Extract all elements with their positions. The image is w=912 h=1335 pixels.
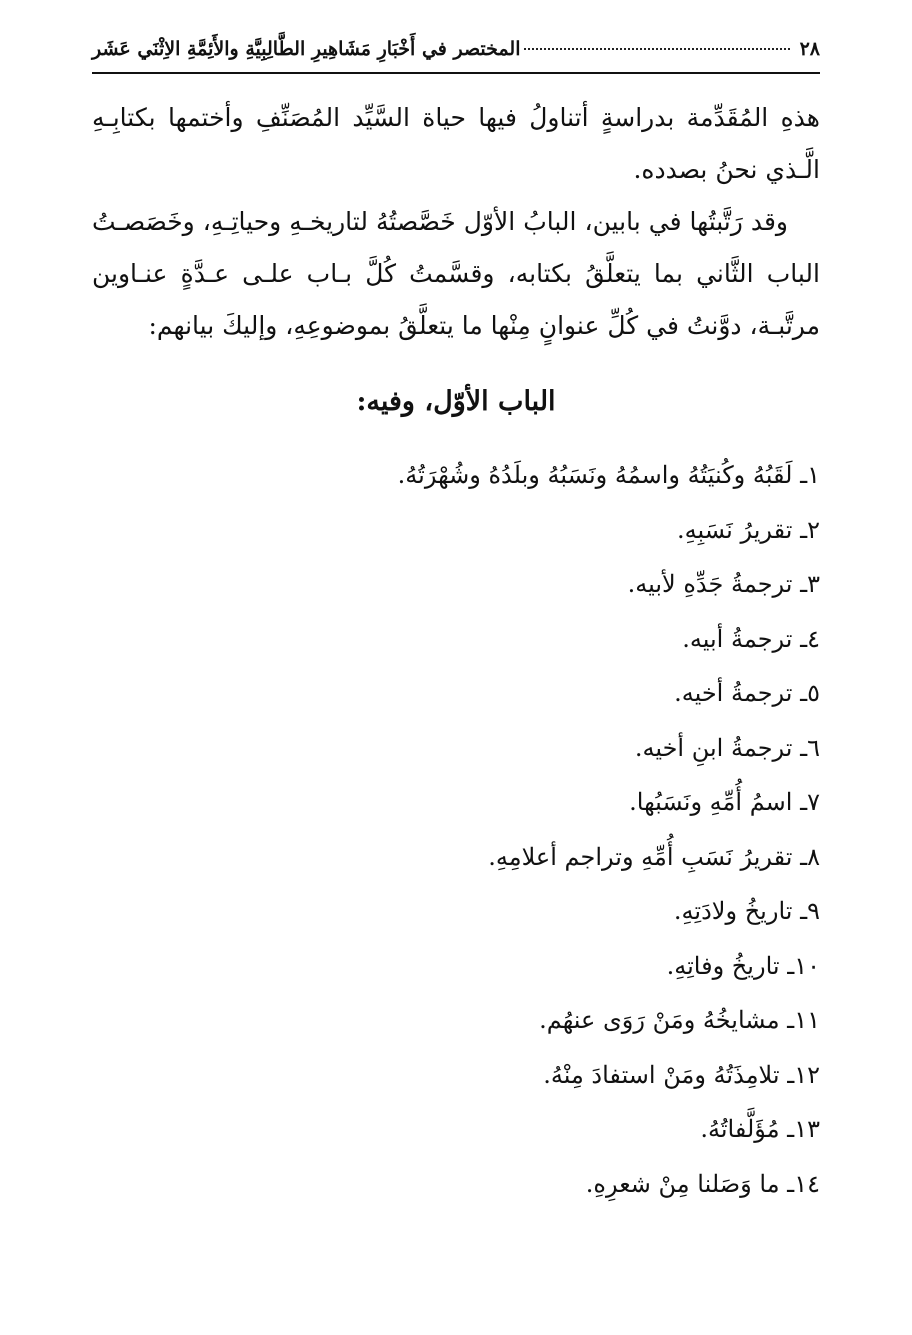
list-item: ٥ـ ترجمةُ أخيه.	[674, 679, 820, 707]
list-item: ٦ـ ترجمةُ ابنِ أخيه.	[634, 733, 820, 762]
leader-dots	[524, 48, 789, 50]
page-number: ٢٨	[799, 38, 820, 60]
list-item: ٤ـ ترجمةُ أبيه.	[682, 624, 820, 653]
list-item: ٩ـ تاريخُ ولادَتِهِ.	[673, 897, 820, 925]
intro-paragraph-2: وقد رَتَّبتُها في بابين، البابُ الأوّل خَصَّصتُهُ لتاريخـهِ وحياتِـهِ، وخَصَصـتُ الباب الثَّاني بما يتعلَّقُ بكتابه، وقسَّمتُ كُلَّ بـاب علـى عـدَّةٍ عنـاوين مرتَّبـة، دوَّنتُ في كُلِّ عنوانٍ مِنْها ما يتعلَّقُ بموضوعِهِ، وإليكَ بيانهم:	[92, 207, 820, 340]
list-item: ١٠ـ تاريخُ وفاتِهِ.	[666, 951, 820, 980]
list-item: ١٢ـ تلامِذَتُهُ ومَنْ استفادَ مِنْهُ.	[543, 1060, 820, 1089]
list-item: ٣ـ ترجمةُ جَدِّهِ لأبيه.	[627, 570, 820, 598]
list-item: ١١ـ مشايخُهُ ومَنْ رَوَى عنهُم.	[539, 1006, 820, 1034]
running-title: المختصر في أَخْبَارِ مَشَاهِيرِ الطَّالِبِيَّةِ والأَئِمَّةِ الاِثْنَي عَشَر	[92, 38, 521, 60]
section-heading: الباب الأوّل، وفيه:	[356, 386, 556, 417]
book-page	[92, 38, 820, 1211]
list-item: ٨ـ تقريرُ نَسَبِ أُمِّهِ وتراجم أعلامِهِ.	[488, 842, 820, 871]
list-item: ٧ـ اسمُ أُمِّهِ ونَسَبُها.	[629, 788, 820, 816]
list-item: ١ـ لَقَبُهُ وكُنيَتُهُ واسمُهُ ونَسَبُهُ وبلَدُهُ وشُهْرَتُهُ.	[397, 461, 820, 489]
intro-paragraph-1: هذهِ المُقَدِّمة بدراسةٍ أتناولُ فيها حياة السَّيِّد المُصَنِّفِ وأختمها بكتابِـهِ الَّـذي نحنُ بصدده.	[92, 103, 820, 184]
header-rule	[92, 72, 820, 74]
topics-list	[92, 448, 820, 1211]
list-item: ١٣ـ مُؤَلَّفاتُهُ.	[700, 1115, 820, 1143]
running-header	[92, 38, 820, 70]
list-item: ٢ـ تقريرُ نَسَبِهِ.	[677, 515, 820, 544]
list-item: ١٤ـ ما وَصَلنا مِنْ شعرِهِ.	[585, 1169, 820, 1198]
